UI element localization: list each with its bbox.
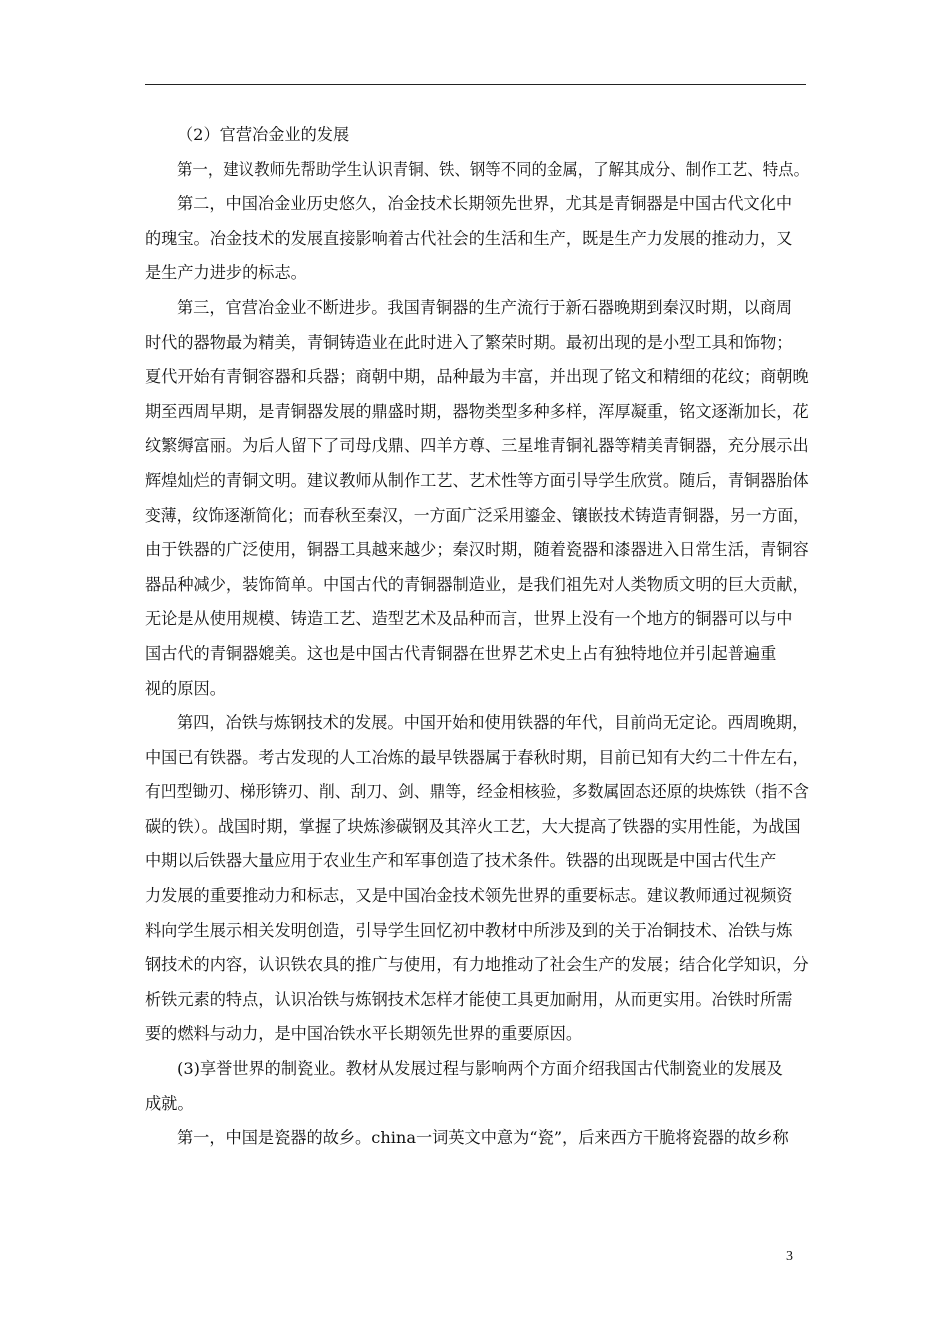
text-line: 碳的铁）。战国时期，掌握了块炼渗碳钢及其淬火工艺，大大提高了铁器的实用性能，为战国 [145, 816, 801, 836]
text-line: 器品种减少，装饰简单。中国古代的青铜器制造业，是我们祖先对人类物质文明的巨大贡献， [145, 574, 809, 594]
text-line: 夏代开始有青铜容器和兵器；商朝中期，品种最为丰富，并出现了铭文和精细的花纹；商朝晚 [145, 367, 809, 387]
text-line: 第一，中国是瓷器的故乡。china一词英文中意为“瓷”，后来西方干脆将瓷器的故乡称 [177, 1128, 789, 1148]
text-line: 时代的器物最为精美，青铜铸造业在此时进入了繁荣时期。最初出现的是小型工具和饰物； [145, 332, 793, 352]
text-line: 第三，官营冶金业不断进步。我国青铜器的生产流行于新石器晚期到秦汉时期，以商周 [177, 297, 793, 317]
text-line: 钢技术的内容，认识铁农具的推广与使用，有力地推动了社会生产的发展；结合化学知识，分 [145, 955, 809, 975]
text-line: 要的燃料与动力，是中国冶铁水平长期领先世界的重要原因。 [145, 1024, 583, 1044]
text-line: 的瑰宝。冶金技术的发展直接影响着古代社会的生活和生产，既是生产力发展的推动力，又 [145, 228, 793, 248]
text-line: 有凹型锄刃、梯形锛刃、削、刮刀、剑、鼎等，经金相核验，多数属固态还原的块炼铁（指不含 [145, 782, 809, 802]
page-number: 3 [786, 1249, 793, 1264]
text-line: 国古代的青铜器媲美。这也是中国古代青铜器在世界艺术史上占有独特地位并引起普遍重 [145, 643, 777, 663]
text-line: 期至西周早期，是青铜器发展的鼎盛时期，器物类型多种多样，浑厚凝重，铭文逐渐加长，花 [145, 401, 809, 421]
text-line: 析铁元素的特点，认识冶铁与炼钢技术怎样才能使工具更加耐用，从而更实用。冶铁时所需 [145, 989, 793, 1009]
text-line: 由于铁器的广泛使用，铜器工具越来越少；秦汉时期，随着瓷器和漆器进入日常生活，青铜容 [145, 540, 809, 560]
text-line: 第四，冶铁与炼钢技术的发展。中国开始和使用铁器的年代，目前尚无定论。西周晚期， [177, 713, 809, 733]
text-line: 料向学生展示相关发明创造，引导学生回忆初中教材中所涉及到的关于冶铜技术、冶铁与炼 [145, 920, 793, 940]
text-line: 视的原因。 [145, 678, 226, 698]
text-line: 变薄，纹饰逐渐简化；而春秋至秦汉，一方面广泛采用鎏金、镶嵌技术铸造青铜器，另一方面， [145, 505, 809, 525]
header-rule [145, 84, 806, 85]
text-line: 无论是从使用规模、铸造工艺、造型艺术及品种而言，世界上没有一个地方的铜器可以与中 [145, 609, 793, 629]
text-line: 中国已有铁器。考古发现的人工冶炼的最早铁器属于春秋时期，目前已知有大约二十件左右， [145, 747, 809, 767]
text-line: 中期以后铁器大量应用于农业生产和军事创造了技术条件。铁器的出现既是中国古代生产 [145, 851, 777, 871]
text-line: 纹繁缛富丽。为后人留下了司母戊鼎、四羊方尊、三星堆青铜礼器等精美青铜器，充分展示出 [145, 436, 809, 456]
text-line: (3)享誉世界的制瓷业。教材从发展过程与影响两个方面介绍我国古代制瓷业的发展及 [177, 1059, 783, 1079]
text-line: 第一，建议教师先帮助学生认识青铜、铁、钢等不同的金属，了解其成分、制作工艺、特点。 [177, 159, 809, 179]
text-line: 第二，中国冶金业历史悠久，冶金技术长期领先世界，尤其是青铜器是中国古代文化中 [177, 194, 793, 214]
text-line: （2）官营冶金业的发展 [177, 125, 350, 144]
document-body [145, 118, 809, 1156]
text-line: 力发展的重要推动力和标志，又是中国冶金技术领先世界的重要标志。建议教师通过视频资 [145, 886, 793, 906]
text-line: 辉煌灿烂的青铜文明。建议教师从制作工艺、艺术性等方面引导学生欣赏。随后，青铜器胎体 [145, 470, 809, 490]
text-line: 成就。 [145, 1093, 194, 1113]
text-line: 是生产力进步的标志。 [145, 263, 307, 283]
